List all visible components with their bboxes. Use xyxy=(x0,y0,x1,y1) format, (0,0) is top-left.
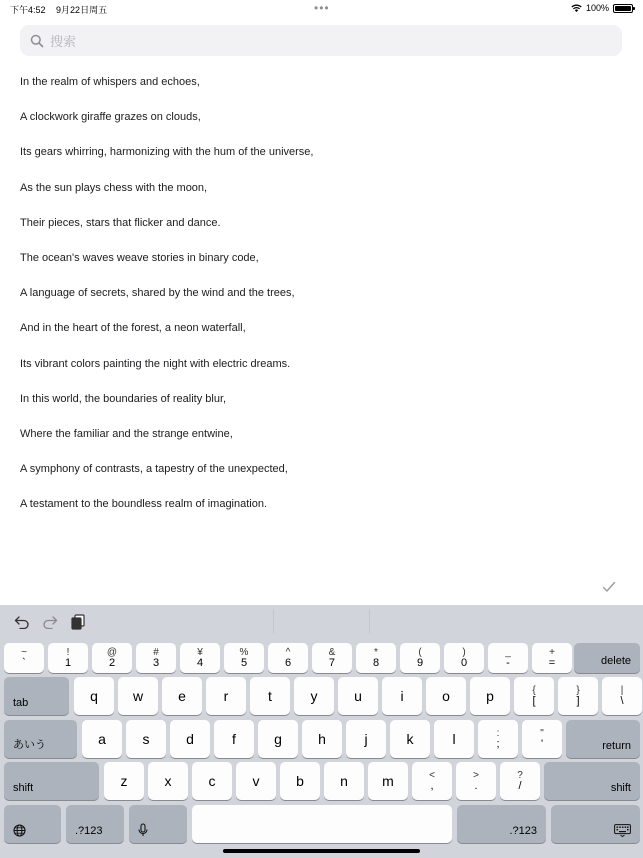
key-top-symbol: < xyxy=(429,770,435,781)
key-label: u xyxy=(354,688,362,704)
key-number-8[interactable] xyxy=(356,643,396,673)
key-label: k xyxy=(406,731,414,747)
key-label: shift xyxy=(13,782,34,794)
key-bottom-symbol: ` xyxy=(22,657,26,669)
key-number-10[interactable] xyxy=(444,643,484,673)
toolbar-divider xyxy=(273,609,274,633)
key-letter[interactable] xyxy=(346,720,386,758)
checkmark-icon xyxy=(602,581,616,593)
key-bottom-symbol: 3 xyxy=(152,657,160,669)
key-bottom-symbol: 5 xyxy=(240,657,248,669)
key-label: m xyxy=(382,773,394,789)
key-label: q xyxy=(90,688,98,704)
key-label: f xyxy=(232,731,236,747)
key-letter[interactable] xyxy=(148,762,188,800)
key-label: h xyxy=(318,731,326,747)
poem-line: Its vibrant colors painting the night with electric dreams. xyxy=(20,357,291,370)
key-letter[interactable] xyxy=(434,720,474,758)
key-label: x xyxy=(164,773,172,789)
numbers-key-left[interactable] xyxy=(66,805,124,843)
key-bottom-symbol: 9 xyxy=(416,657,424,669)
key-label: c xyxy=(208,773,216,789)
dictation-key[interactable] xyxy=(129,805,187,843)
key-bottom-symbol: 6 xyxy=(284,657,292,669)
key-symbol[interactable] xyxy=(412,762,452,800)
key-top-symbol: | xyxy=(620,685,624,696)
status-date: 9月22日周五 xyxy=(56,5,108,15)
key-top-symbol: : xyxy=(496,728,500,739)
key-label: a xyxy=(98,731,106,747)
battery-percent: 100% xyxy=(585,3,609,13)
key-bottom-symbol: 0 xyxy=(460,657,468,669)
status-time: 下午4:52 xyxy=(10,5,46,15)
key-letter[interactable] xyxy=(280,762,320,800)
key-bottom-symbol: / xyxy=(518,780,522,792)
key-bottom-symbol: ; xyxy=(496,738,500,750)
poem-line: Its gears whirring, harmonizing with the hum of the universe, xyxy=(20,146,314,159)
key-symbol[interactable] xyxy=(456,762,496,800)
key-letter[interactable] xyxy=(250,677,290,715)
key-top-symbol: > xyxy=(473,770,479,781)
text-content[interactable] xyxy=(20,72,620,529)
poem-line: As the sun plays chess with the moon, xyxy=(20,181,208,194)
key-letter[interactable] xyxy=(236,762,276,800)
key-letter[interactable] xyxy=(258,720,298,758)
key-label: l xyxy=(452,731,456,747)
microphone-icon xyxy=(138,823,148,837)
key-bottom-symbol: 4 xyxy=(196,657,204,669)
home-indicator xyxy=(223,849,420,853)
multitasking-dots-icon[interactable]: ••• xyxy=(314,1,330,15)
key-letter[interactable] xyxy=(206,677,246,715)
key-label: g xyxy=(274,731,282,747)
done-button[interactable] xyxy=(598,576,620,598)
key-top-symbol: # xyxy=(153,647,159,658)
key-label: shift xyxy=(610,782,631,794)
key-bottom-symbol: ] xyxy=(576,695,580,707)
key-letter[interactable] xyxy=(192,762,232,800)
key-letter[interactable] xyxy=(170,720,210,758)
key-label: t xyxy=(268,688,272,704)
key-number-1[interactable] xyxy=(48,643,88,673)
key-letter[interactable] xyxy=(382,677,422,715)
globe-key[interactable] xyxy=(4,805,61,843)
redo-icon xyxy=(42,615,58,629)
key-bottom-symbol: - xyxy=(506,657,510,669)
shift-key-right[interactable] xyxy=(544,762,640,800)
keyboard-toolbar xyxy=(0,605,643,640)
key-number-3[interactable] xyxy=(136,643,176,673)
key-top-symbol: ? xyxy=(517,770,523,781)
key-number-6[interactable] xyxy=(268,643,308,673)
key-label: j xyxy=(364,731,368,747)
key-number-11[interactable] xyxy=(488,643,528,673)
poem-line: A testament to the boundless realm of imagination. xyxy=(20,498,268,511)
key-label: w xyxy=(132,688,144,704)
key-top-symbol: ¥ xyxy=(197,647,203,658)
key-letter[interactable] xyxy=(470,677,510,715)
key-letter[interactable] xyxy=(214,720,254,758)
poem-line: A language of secrets, shared by the wind and the trees, xyxy=(20,287,295,300)
key-letter[interactable] xyxy=(82,720,122,758)
key-letter[interactable] xyxy=(162,677,202,715)
key-top-symbol: + xyxy=(549,647,555,658)
keyboard xyxy=(0,605,643,858)
key-label: y xyxy=(310,688,318,704)
key-top-symbol: % xyxy=(239,647,249,658)
key-label: d xyxy=(186,731,194,747)
key-bottom-symbol: = xyxy=(548,657,556,669)
key-number-4[interactable] xyxy=(180,643,220,673)
key-label: .?123 xyxy=(75,825,103,837)
toolbar-divider xyxy=(369,609,370,633)
key-label: v xyxy=(252,773,260,789)
space-bar[interactable] xyxy=(192,805,452,843)
key-symbol[interactable] xyxy=(522,720,562,758)
key-letter[interactable] xyxy=(294,677,334,715)
key-label: z xyxy=(120,773,128,789)
kana-key[interactable] xyxy=(4,720,77,758)
key-label: b xyxy=(296,773,304,789)
tab-key[interactable] xyxy=(4,677,69,715)
key-letter[interactable] xyxy=(302,720,342,758)
poem-line: Where the familiar and the strange entwine, xyxy=(20,427,233,440)
key-label: .?123 xyxy=(509,825,537,837)
key-top-symbol: ^ xyxy=(285,647,291,658)
key-symbol[interactable] xyxy=(514,677,554,715)
poem-line: A clockwork giraffe grazes on clouds, xyxy=(20,111,201,124)
key-bottom-symbol: 1 xyxy=(64,657,72,669)
key-top-symbol: { xyxy=(532,685,536,696)
key-top-symbol: ) xyxy=(462,647,466,658)
battery-icon xyxy=(613,4,633,13)
numbers-key-right[interactable] xyxy=(457,805,546,843)
key-letter[interactable] xyxy=(104,762,144,800)
redo-button[interactable] xyxy=(40,613,60,631)
key-label: return xyxy=(602,740,631,752)
key-top-symbol: & xyxy=(328,647,336,658)
key-letter[interactable] xyxy=(126,720,166,758)
key-letter[interactable] xyxy=(368,762,408,800)
globe-icon xyxy=(13,824,26,837)
key-top-symbol: * xyxy=(374,647,378,658)
key-letter[interactable] xyxy=(390,720,430,758)
key-bottom-symbol: , xyxy=(430,780,434,792)
key-label: o xyxy=(442,688,450,704)
key-top-symbol: ~ xyxy=(21,647,27,658)
key-label: s xyxy=(142,731,150,747)
key-top-symbol: " xyxy=(540,728,544,739)
key-letter[interactable] xyxy=(426,677,466,715)
paste-button[interactable] xyxy=(68,613,88,631)
key-label: tab xyxy=(13,697,29,709)
key-bottom-symbol: 8 xyxy=(372,657,380,669)
status-bar xyxy=(0,0,643,18)
key-top-symbol: } xyxy=(576,685,580,696)
poem-line: In the realm of whispers and echoes, xyxy=(20,76,200,88)
key-top-symbol: ! xyxy=(66,647,70,658)
key-number-12[interactable] xyxy=(532,643,572,673)
key-bottom-symbol: [ xyxy=(532,695,536,707)
search-input[interactable]: 搜索 xyxy=(50,34,77,49)
key-number-5[interactable] xyxy=(224,643,264,673)
key-symbol[interactable] xyxy=(558,677,598,715)
wifi-icon xyxy=(571,4,582,12)
status-left xyxy=(10,3,115,16)
key-label: delete xyxy=(601,655,631,667)
key-label: r xyxy=(223,688,229,704)
key-label: e xyxy=(178,688,186,704)
search-bar[interactable] xyxy=(20,25,622,56)
key-bottom-symbol: . xyxy=(474,780,478,792)
key-symbol[interactable] xyxy=(500,762,540,800)
key-letter[interactable] xyxy=(118,677,158,715)
poem-line: Their pieces, stars that flicker and dance. xyxy=(20,216,221,229)
key-top-symbol: @ xyxy=(106,647,118,658)
key-top-symbol: ( xyxy=(418,647,422,658)
key-letter[interactable] xyxy=(324,762,364,800)
keyboard-dismiss-icon xyxy=(614,824,631,837)
key-letter[interactable] xyxy=(338,677,378,715)
key-label: p xyxy=(486,688,494,704)
status-right xyxy=(571,3,633,13)
key-label: i xyxy=(400,688,404,704)
return-key[interactable] xyxy=(566,720,640,758)
key-number-2[interactable] xyxy=(92,643,132,673)
key-label: あいう xyxy=(13,739,46,751)
key-number-9[interactable] xyxy=(400,643,440,673)
key-symbol[interactable] xyxy=(478,720,518,758)
undo-icon xyxy=(14,615,30,629)
poem-line: And in the heart of the forest, a neon waterfall, xyxy=(20,322,246,335)
shift-key-left[interactable] xyxy=(4,762,99,800)
key-top-symbol: _ xyxy=(505,647,511,658)
key-letter[interactable] xyxy=(74,677,114,715)
poem-line: In this world, the boundaries of reality blur, xyxy=(20,392,227,405)
undo-button[interactable] xyxy=(12,613,32,631)
dismiss-keyboard-key[interactable] xyxy=(551,805,640,843)
key-bottom-symbol: \ xyxy=(620,695,624,707)
key-bottom-symbol: ' xyxy=(540,738,544,750)
key-bottom-symbol: 2 xyxy=(108,657,116,669)
clipboard-icon xyxy=(71,614,85,630)
key-number-7[interactable] xyxy=(312,643,352,673)
delete-key[interactable] xyxy=(574,643,640,673)
search-icon xyxy=(30,34,44,48)
poem-line: A symphony of contrasts, a tapestry of the unexpected, xyxy=(20,463,288,476)
poem-line: The ocean's waves weave stories in binary code, xyxy=(20,251,259,264)
key-label: n xyxy=(340,773,348,789)
key-symbol[interactable] xyxy=(602,677,642,715)
key-bottom-symbol: 7 xyxy=(328,657,336,669)
key-number-0[interactable] xyxy=(4,643,44,673)
